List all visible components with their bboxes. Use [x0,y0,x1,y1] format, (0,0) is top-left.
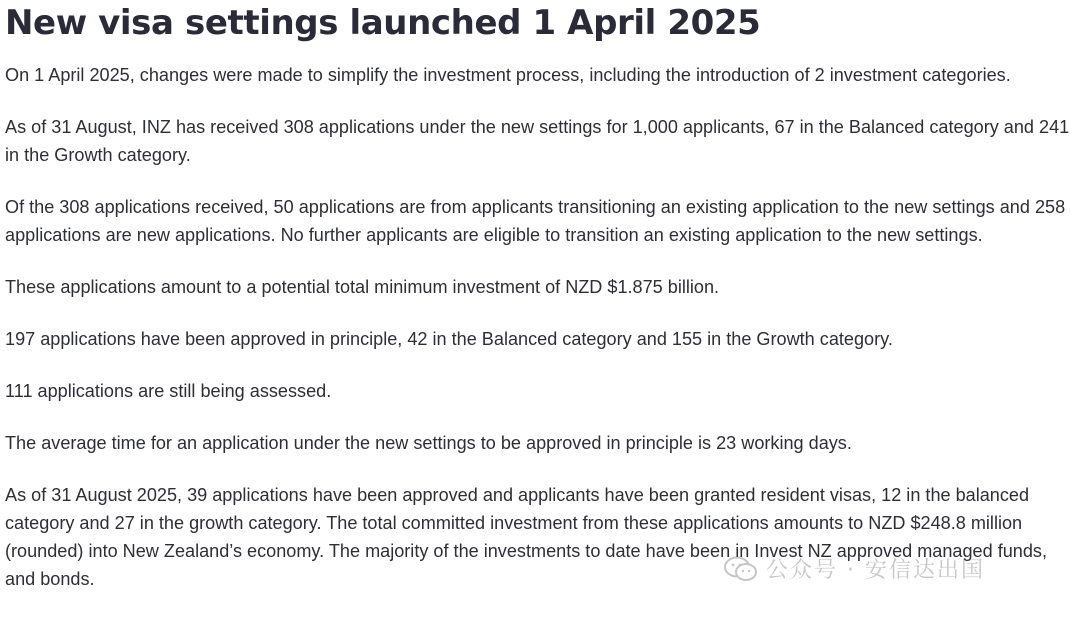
paragraph-average-time: The average time for an application under the new settings to be approved in principle is 23 working days. [5,433,852,453]
watermark-text: 公众号 · 安信达出国 [766,558,985,583]
article [5,0,1077,617]
paragraph-being-assessed: 111 applications are still being assessed. [5,381,332,401]
paragraph-resident-visas: As of 31 August 2025, 39 applications have been approved and applicants have been granted resident visas, 12 in the balanced category and 27 in the growth category. The total committed investment from these applications amounts to NZD $248.8 million (rounded) into New Zealand’s economy. The majority of the investments to date have been in Invest NZ approved managed funds, and bonds. [5,485,1047,589]
paragraph-approved-in-principle: 197 applications have been approved in principle, 42 in the Balanced category and 155 in the Growth category. [5,329,893,349]
paragraph-total-investment: These applications amount to a potential total minimum investment of NZD $1.875 billion. [5,277,720,297]
paragraph-applications-received: As of 31 August, INZ has received 308 applications under the new settings for 1,000 applicants, 67 in the Balanced category and 241 in the Growth category. [5,117,1070,165]
paragraph-overview: On 1 April 2025, changes were made to simplify the investment process, including the introduction of 2 investment categories. [5,65,1011,85]
article-heading: New visa settings launched 1 April 2025 [5,3,761,43]
paragraph-transitioning: Of the 308 applications received, 50 applications are from applicants transitioning an existing application to the new settings and 258 applications are new applications. No further applicants are eligible to transition an existing application to the new settings. [5,197,1066,245]
